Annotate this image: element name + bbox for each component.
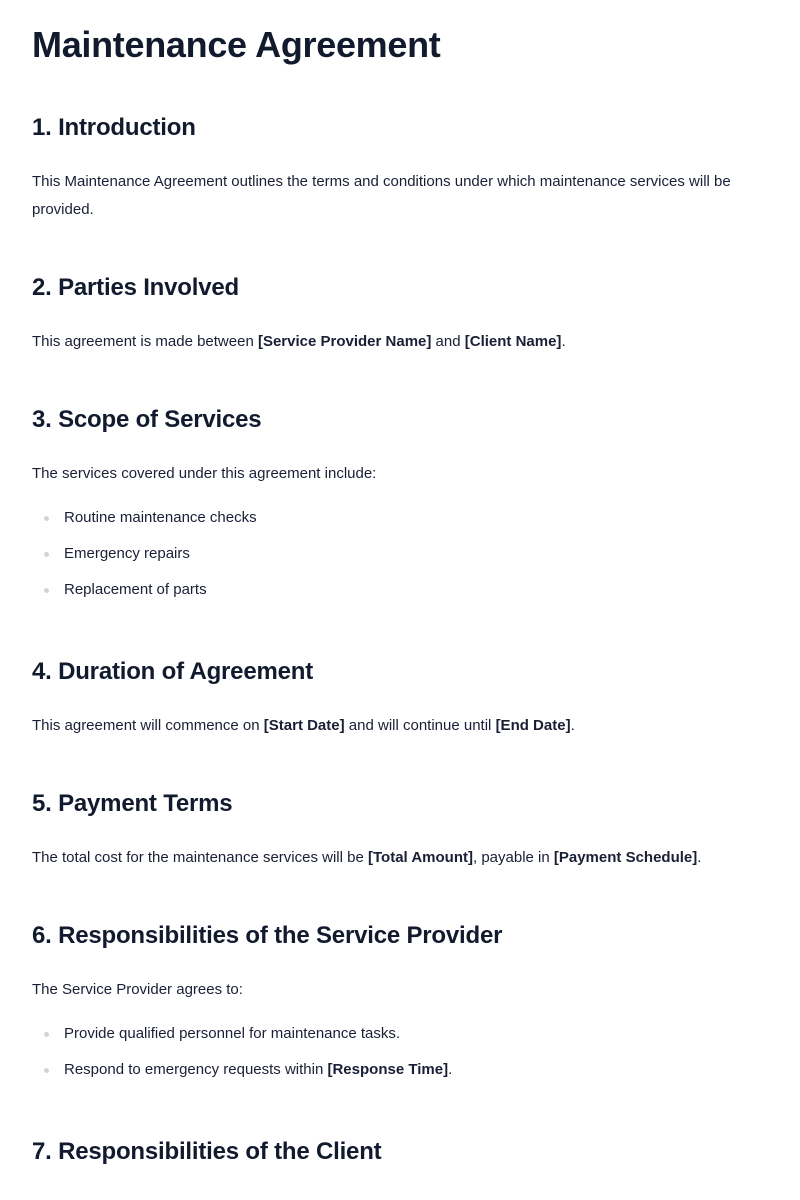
- text: This agreement will commence on: [32, 717, 264, 734]
- section-heading: 4. Duration of Agreement: [32, 658, 314, 685]
- text: and will continue until: [344, 717, 496, 734]
- section-heading: 1. Introduction: [32, 114, 196, 141]
- response-time-placeholder: [Response Time]: [327, 1061, 449, 1078]
- list-item: Emergency repairs: [32, 544, 768, 564]
- section-payment: [32, 789, 768, 872]
- section-duration: [32, 657, 768, 740]
- text: This agreement is made between: [32, 333, 258, 350]
- schedule-placeholder: [Payment Schedule]: [553, 849, 698, 866]
- text: and: [431, 333, 465, 350]
- section-heading: 7. Responsibilities of the Client: [32, 1138, 382, 1165]
- text: The total cost for the maintenance services will be: [32, 849, 368, 866]
- services-list: [32, 508, 768, 600]
- section-heading: 6. Responsibilities of the Service Provider: [32, 922, 503, 949]
- amount-placeholder: [Total Amount]: [368, 849, 473, 866]
- end-date-placeholder: [End Date]: [495, 717, 571, 734]
- section-provider-responsibilities: [32, 921, 768, 1096]
- section-paragraph: This Maintenance Agreement outlines the terms and conditions under which maintenance services will be provided.: [32, 173, 731, 218]
- client-placeholder: [Client Name]: [464, 333, 562, 350]
- list-item: Provide qualified personnel for maintenance tasks.: [32, 1024, 768, 1044]
- provider-placeholder: [Service Provider Name]: [257, 333, 432, 350]
- list-item: Routine maintenance checks: [32, 508, 768, 528]
- section-paragraph: The Service Provider agrees to:: [32, 981, 243, 998]
- text: .: [697, 849, 702, 866]
- section-parties: [32, 273, 768, 356]
- text: , payable in: [472, 849, 554, 866]
- text: .: [570, 717, 575, 734]
- section-heading: 5. Payment Terms: [32, 790, 233, 817]
- provider-duties-list: [32, 1024, 768, 1080]
- start-date-placeholder: [Start Date]: [263, 717, 345, 734]
- list-item: [32, 1060, 768, 1080]
- section-heading: 3. Scope of Services: [32, 406, 262, 433]
- section-paragraph: The services covered under this agreement include:: [32, 465, 377, 482]
- text: Respond to emergency requests within: [64, 1061, 328, 1078]
- section-heading: 2. Parties Involved: [32, 274, 239, 301]
- document-title: Maintenance Agreement: [32, 24, 441, 65]
- section-paragraph: [32, 712, 768, 740]
- list-item: Replacement of parts: [32, 580, 768, 600]
- section-scope: [32, 405, 768, 616]
- section-paragraph: [32, 844, 768, 872]
- section-paragraph: [32, 328, 768, 356]
- text: .: [448, 1061, 453, 1078]
- section-client-responsibilities: [32, 1137, 768, 1167]
- section-introduction: [32, 113, 768, 224]
- text: .: [561, 333, 566, 350]
